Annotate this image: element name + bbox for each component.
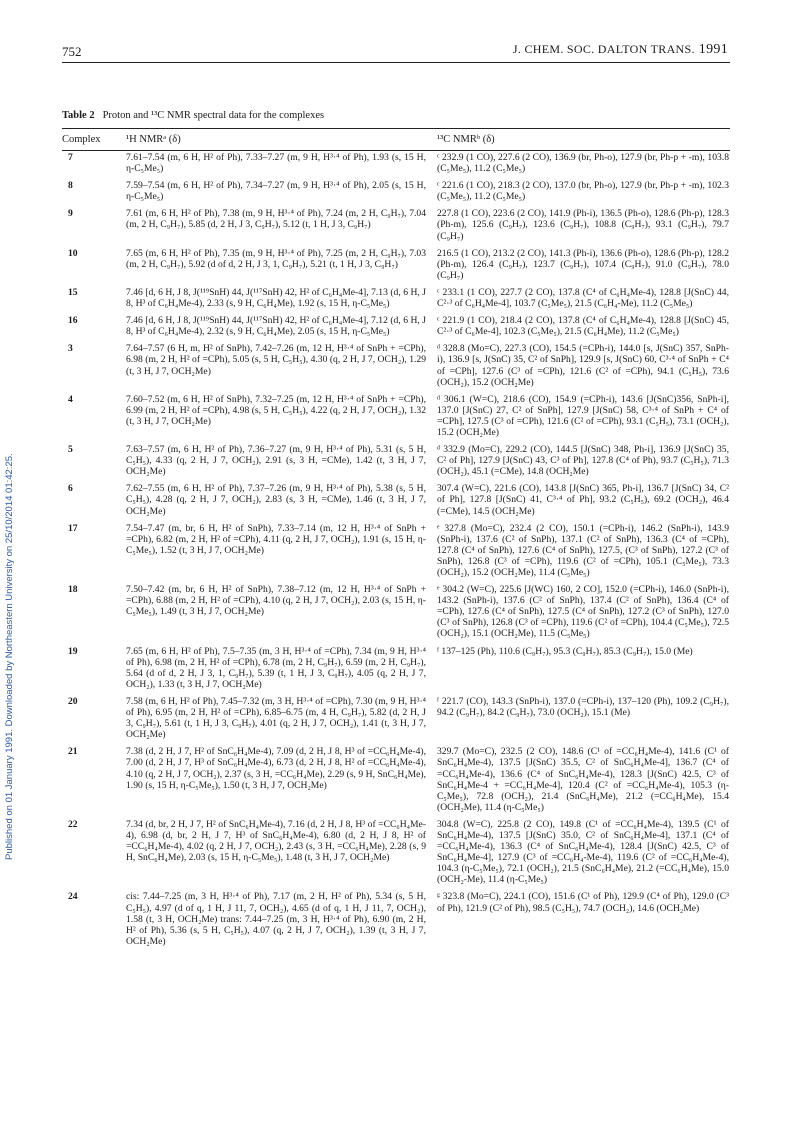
h-nmr-data: 7.60–7.52 (m, 6 H, H² of SnPh), 7.32–7.25 (m, 12 H, H³·⁴ of SnPh + =CPh), 6.99 (m, 2 H, H² of =CPh), 4.98 (s, 5 H, C₅H₅), 4.22 (q, 2 H, J 7, OCH₂), 1.32 (t, 3 H, J 7, OCH₂Me) bbox=[126, 393, 426, 427]
c-nmr-data: 329.7 (Mo=C), 232.5 (2 CO), 148.6 (C¹ of =CC₆H₄Me-4), 141.6 (C¹ of SnC₆H₄Me-4), 137.5 [J(SnC) 35.5, C² of SnC₆H₄Me-4], 136.7 (C⁴ of =CC₆H₄Me-4), 136.6 (C⁴ of SnC₆H₄Me-4), 128.3 [J(SnC) 42.5, C³ of SnC₆H₄Me-4 + =CC₆H₄Me-4], 120.4 (C² of =CC₆H₄Me-4), 105.3 (η-C₅Me₅), 72.8 (OCH₂), 21.4 (SnC₆H₄Me), 21.2 (=CC₆H₄Me), 15.4 (OCH₂Me), 11.4 (η-C₅Me₅) bbox=[437, 746, 729, 813]
c-nmr-data: ᶜ 221.6 (1 CO), 218.3 (2 CO), 137.0 (br, Ph-o), 127.9 (br, Ph-p + -m), 102.3 (C₅Me₅), 11.2 (C₅Me₅) bbox=[437, 180, 729, 203]
table-row bbox=[62, 248, 730, 287]
h-nmr-data: 7.34 (d, br, 2 H, J 7, H² of SnC₆H₄Me-4), 7.16 (d, 2 H, J 8, H³ of =CC₆H₄Me-4), 6.98 (d, br, 2 H, J 7, H³ of SnC₆H₄Me-4), 6.80 (d, 2 H, J 8, H² of =CC₆H₄Me-4), 4.02 (q, 2 H, J 7, OCH₂), 2.43 (s, 3 H, =CC₆H₄Me), 2.28 (s, 9 H, SnC₆H₄Me), 2.03 (s, 15 H, η-C₅Me₅), 1.48 (t, 3 H, J 7, OCH₂Me) bbox=[126, 818, 426, 864]
table-row bbox=[62, 746, 730, 819]
c-nmr-data: ᵈ 306.1 (W=C), 218.6 (CO), 154.9 (=CPh-i), 143.6 [J(SnC)356, SnPh-i], 137.0 [J(SnC) 27, C² of SnPh], 127.9 [J(SnC) 58, C³·⁴ of SnPh + C⁴ of =CPh], 127.5 (C³ of =CPh), 121.6 (C² of =CPh), 93.1 (C₅H₅), 73.1 (OCH₂), 15.2 (OCH₂Me) bbox=[437, 393, 729, 438]
h-nmr-data: 7.46 [d, 6 H, J 8, J(¹¹⁹SnH) 44, J(¹¹⁷SnH) 42, H² of C₆H₄Me-4], 7.12 (d, 6 H, J 8, H³ of C₆H₄Me-4), 2.32 (s, 9 H, C₆H₄Me), 2.05 (s, 15 H, η-C₅Me₅) bbox=[126, 315, 426, 338]
complex-number: 24 bbox=[68, 891, 78, 903]
table-row bbox=[62, 287, 730, 315]
table-row bbox=[62, 819, 730, 892]
h-nmr-data: 7.64–7.57 (6 H, m, H² of SnPh), 7.42–7.26 (m, 12 H, H³·⁴ of SnPh + =CPh), 6.98 (m, 2 H, H² of =CPh), 5.05 (s, 5 H, C₅H₅), 4.30 (q, 2 H, J 7, OCH₂), 1.29 (t, 3 H, J 7, OCH₂Me) bbox=[126, 343, 426, 377]
journal-name: J. CHEM. SOC. DALTON TRANS. bbox=[512, 42, 695, 56]
h-nmr-data: 7.54–7.47 (m, br, 6 H, H² of SnPh), 7.33–7.14 (m, 12 H, H³·⁴ of SnPh + =CPh), 6.82 (m, 2 H, H² of =CPh), 4.11 (q, 2 H, J 7, OCH₂), 1.91 (s, 15 H, η-C₅Me₅), 1.52 (t, 3 H, J 7, OCH₂Me) bbox=[126, 522, 426, 556]
c-nmr-data: 227.8 (1 CO), 223.6 (2 CO), 141.9 (Ph-i), 136.5 (Ph-o), 128.6 (Ph-p), 128.3 (Ph-m), 125.6 (C₉H₇), 123.6 (C₉H₇), 108.8 (C₉H₇), 93.1 (C₉H₇), 79.7 (C₉H₇) bbox=[437, 208, 729, 242]
table-row bbox=[62, 523, 730, 584]
table-title bbox=[62, 110, 324, 121]
c-nmr-data: ᶠ 137–125 (Ph), 110.6 (C₉H₇), 95.3 (C₉H₇), 85.3 (C₉H₇), 15.0 (Me) bbox=[437, 645, 693, 657]
complex-number: 5 bbox=[68, 444, 73, 456]
h-nmr-data: 7.63–7.57 (m, 6 H, H² of Ph), 7.36–7.27 (m, 9 H, H³·⁴ of Ph), 5.31 (s, 5 H, C₅H₅), 4.33 (q, 2 H, J 7, OCH₂), 2.91 (s, 3 H, =CMe), 1.42 (t, 3 H, J 7, OCH₂Me) bbox=[126, 444, 426, 478]
complex-number: 15 bbox=[68, 286, 78, 298]
c-nmr-data: 307.4 (W=C), 221.6 (CO), 143.8 [J(SnC) 365, Ph-i], 136.7 [J(SnC) 34, C² of Ph], 127.8 [J(SnC) 41, C³·⁴ of Ph], 93.2 (C₅H₅), 69.2 (OCH₂), 46.4 (=CMe), 14.5 (OCH₂Me) bbox=[437, 483, 729, 517]
complex-number: 10 bbox=[68, 247, 78, 259]
table-row bbox=[62, 208, 730, 247]
journal-year: 1991 bbox=[698, 42, 728, 57]
h-nmr-data: 7.65 (m, 6 H, H² of Ph), 7.5–7.35 (m, 3 H, H³·⁴ of =CPh), 7.34 (m, 9 H, H³·⁴ of Ph), 6.98 (m, 2 H, H² of =CPh), 6.78 (m, 2 H, C₉H₇), 6.59 (m, 2 H, C₉H₇), 5.64 (d of d, 2 H, J 3, 1, C₉H₇), 5.39 (t, 1 H, J 3, C₉H₇), 4.05 (q, 2 H, J 7, OCH₂), 1.33 (t, 3 H, J 7, OCH₂Me) bbox=[126, 645, 426, 690]
complex-number: 3 bbox=[68, 343, 73, 355]
table-row bbox=[62, 696, 730, 746]
h-nmr-data: 7.65 (m, 6 H, H² of Ph), 7.35 (m, 9 H, H³·⁴ of Ph), 7.25 (m, 2 H, C₉H₇), 7.03 (m, 2 H, C₉H₇), 5.92 (d of d, 2 H, J 3, 1, C₉H₇), 5.21 (t, 1 H, J 3, C₉H₇) bbox=[126, 247, 426, 270]
h-nmr-data: 7.61–7.54 (m, 6 H, H² of Ph), 7.33–7.27 (m, 9 H, H³·⁴ of Ph), 1.93 (s, 15 H, η-C₅Me₅) bbox=[126, 152, 426, 175]
complex-number: 22 bbox=[68, 818, 78, 830]
c-nmr-data: ᶜ 221.9 (1 CO), 218.4 (2 CO), 137.8 (C⁴ of C₆H₄Me-4), 128.8 [J(SnC) 45, C²·³ of C₆Me-4], 102.3 (C₅Me₅), 21.5 (C₆H₄Me), 11.2 (C₅Me₅) bbox=[437, 315, 729, 338]
complex-number: 8 bbox=[68, 180, 73, 192]
c-nmr-data: ᶜ 233.1 (1 CO), 227.7 (2 CO), 137.8 (C⁴ of C₆H₄Me-4), 128.8 [J(SnC) 44, C²·³ of C₆H₄Me-4], 103.7 (C₅Me₅), 21.5 (C₆H₄-Me), 11.2 (C₅Me₅) bbox=[437, 286, 729, 310]
c-nmr-data: ᵉ 327.8 (Mo=C), 232.4 (2 CO), 150.1 (=CPh-i), 146.2 (SnPh-i), 143.9 (SnPh-i), 137.6 (C² of SnPh), 137.1 (C² of SnPh), 136.3 (C⁴ of =CPh), 127.8 (C⁴ of SnPh), 127.6 (C⁴ of SnPh), 127.5, (C³ of SnPh), 127.2 (C³ of SnPh), 126.8 (C³ of =CPh), 119.6 (C² of =CPh), 105.1 (C₅Me₅), 73.3 (OCH₂), 15.2 (OCH₂Me), 11.4 (C₅Me₅) bbox=[437, 522, 729, 578]
table-row bbox=[62, 584, 730, 645]
table-row bbox=[62, 646, 730, 696]
table-row bbox=[62, 891, 730, 952]
column-header-1h-nmr: ¹H NMRᵃ (δ) bbox=[126, 134, 181, 145]
complex-number: 18 bbox=[68, 584, 78, 596]
complex-number: 19 bbox=[68, 645, 78, 657]
table-top-rule bbox=[62, 128, 730, 129]
complex-number: 17 bbox=[68, 522, 78, 534]
table-head-rule bbox=[62, 150, 730, 151]
table-column-headers bbox=[62, 134, 730, 150]
table-row bbox=[62, 152, 730, 180]
h-nmr-data: cis: 7.44–7.25 (m, 3 H, H³·⁴ of Ph), 7.17 (m, 2 H, H² of Ph), 5.34 (s, 5 H, C₅H₅), 4.97 (d of q, 1 H, J 11, 7, OCH₂), 4.65 (d of q, 1 H, J 11, 7, OCH₂), 1.58 (t, 3 H, OCH₂Me) trans: 7.44–7.25 (m, 3 H, H³·⁴ of Ph), 6.90 (m, 2 H, H² of Ph), 5.36 (s, 5 H, C₅H₅), 4.07 (q, 2 H, J 7, OCH₂), 1.39 (t, 3 H, J 7, OCH₂Me) bbox=[126, 891, 426, 947]
table-row bbox=[62, 315, 730, 343]
complex-number: 9 bbox=[68, 208, 73, 220]
h-nmr-data: 7.50–7.42 (m, br, 6 H, H² of SnPh), 7.38–7.12 (m, 12 H, H³·⁴ of SnPh + =CPh), 6.88 (m, 2 H, H² of =CPh), 4.10 (q, 2 H, J 7, OCH₂), 2.03 (s, 15 H, η-C₅Me₅), 1.49 (t, 3 H, J 7, OCH₂Me) bbox=[126, 584, 426, 618]
table-body bbox=[62, 152, 730, 953]
column-header-13c-nmr: ¹³C NMRᵇ (δ) bbox=[437, 134, 495, 145]
c-nmr-data: ᶜ 232.9 (1 CO), 227.6 (2 CO), 136.9 (br, Ph-o), 127.9 (br, Ph-p + -m), 103.8 (C₅Me₅), 11.2 (C₅Me₅) bbox=[437, 152, 729, 175]
table-caption: Proton and ¹³C NMR spectral data for the complexes bbox=[102, 110, 325, 121]
complex-number: 6 bbox=[68, 483, 73, 495]
h-nmr-data: 7.61 (m, 6 H, H² of Ph), 7.38 (m, 9 H, H³·⁴ of Ph), 7.24 (m, 2 H, C₉H₇), 7.04 (m, 2 H, C₉H₇), 5.85 (d, 2 H, J 3, C₉H₇), 5.12 (t, 1 H, J 3, C₉H₇) bbox=[126, 208, 426, 231]
c-nmr-data: 216.5 (1 CO), 213.2 (2 CO), 141.3 (Ph-i), 136.6 (Ph-o), 128.6 (Ph-p), 128.2 (Ph-m), 126.4 (C₉H₇), 123.7 (C₉H₇), 107.4 (C₉H₇), 91.0 (C₉H₇), 78.0 (C₉H₇) bbox=[437, 247, 729, 281]
table-row bbox=[62, 180, 730, 208]
table-row bbox=[62, 394, 730, 444]
table-label: Table 2 bbox=[62, 110, 95, 121]
complex-number: 4 bbox=[68, 393, 73, 405]
c-nmr-data: ᵍ 323.8 (Mo=C), 224.1 (CO), 151.6 (C¹ of Ph), 129.9 (C⁴ of Ph), 129.0 (C³ of Ph), 121.9 (C² of Ph), 98.5 (C₅H₅), 74.7 (OCH₂), 14.6 (OCH₂Me) bbox=[437, 891, 729, 914]
page-number: 752 bbox=[62, 44, 82, 59]
table-row bbox=[62, 483, 730, 522]
table-row bbox=[62, 444, 730, 483]
h-nmr-data: 7.46 [d, 6 H, J 8, J(¹¹⁹SnH) 44, J(¹¹⁷SnH) 42, H² of C₆H₄Me-4], 7.13 (d, 6 H, J 8, H³ of C₆H₄Me-4), 2.33 (s, 9 H, C₆H₄Me), 1.92 (s, 15 H, η-C₅Me₅) bbox=[126, 286, 426, 310]
complex-number: 20 bbox=[68, 695, 78, 707]
c-nmr-data: ᵈ 332.9 (Mo=C), 229.2 (CO), 144.5 [J(SnC) 348, Ph-i], 136.9 [J(SnC) 35, C² of Ph], 127.9 [J(SnC) 43, C³ of Ph], 127.8 (C⁴ of Ph), 93.7 (C₅H₅), 71.3 (OCH₂), 45.1 (=CMe), 14.8 (OCH₂Me) bbox=[437, 444, 729, 478]
column-header-complex: Complex bbox=[62, 134, 101, 145]
c-nmr-data: ᶠ 221.7 (CO), 143.3 (SnPh-i), 137.0 (=CPh-i), 137–120 (Ph), 109.2 (C₉H₇), 94.2 (C₉H₇), 84.2 (C₉H₇), 73.0 (OCH₂), 15.1 (Me) bbox=[437, 695, 729, 719]
complex-number: 21 bbox=[68, 746, 78, 758]
h-nmr-data: 7.59–7.54 (m, 6 H, H² of Ph), 7.34–7.27 (m, 9 H, H³·⁴ of Ph), 2.05 (s, 15 H, η-C₅Me₅) bbox=[126, 180, 426, 203]
c-nmr-data: ᵉ 304.2 (W=C), 225.6 [J(WC) 160, 2 CO], 152.0 (=CPh-i), 146.0 (SnPh-i), 143.2 (SnPh-i), 137.6 (C² of SnPh), 137.4 (C² of SnPh), 136.4 (C⁴ of =CPh), 127.6 (C⁴ of SnPh), 127.5 (C⁴ of SnPh), 127.2 (C³ of SnPh), 127.0 (C³ of SnPh), 126.8 (C³ of =CPh), 119.6 (C² of =CPh), 104.4 (C₅Me₅), 72.5 (OCH₂), 15.1 (OCH₂Me), 11.5 (C₅Me₅) bbox=[437, 584, 729, 640]
h-nmr-data: 7.58 (m, 6 H, H² of Ph), 7.45–7.32 (m, 3 H, H³·⁴ of =CPh), 7.30 (m, 9 H, H³·⁴ of Ph), 6.95 (m, 2 H, H² of =CPh), 6.85–6.75 (m, 4 H, C₉H₇), 5.82 (d, 2 H, J 3, C₉H₇), 5.61 (t, 1 H, J 3, C₉H₇), 4.01 (q, 2 H, J 7, OCH₂), 1.41 (t, 3 H, J 7, OCH₂Me) bbox=[126, 695, 426, 741]
table-row bbox=[62, 343, 730, 393]
header-rule bbox=[62, 62, 730, 63]
h-nmr-data: 7.38 (d, 2 H, J 7, H² of SnC₆H₄Me-4), 7.09 (d, 2 H, J 8, H³ of =CC₆H₄Me-4), 7.00 (d, 2 H, J 7, H³ of SnC₆H₄Me-4), 6.73 (d, 2 H, J 8, H² of =CC₆H₄Me-4), 4.10 (q, 2 H, J 7, OCH₂), 2.37 (s, 3 H, =CC₆H₄Me), 2.29 (s, 9 H, SnC₆H₄Me), 1.90 (s, 15 H, η-C₅Me₅), 1.50 (t, 3 H, J 7, OCH₂Me) bbox=[126, 746, 426, 791]
journal-header bbox=[513, 42, 728, 58]
c-nmr-data: 304.8 (W=C), 225.8 (2 CO), 149.8 (C¹ of =CC₆H₄Me-4), 139.5 (C¹ of SnC₆H₄Me-4), 137.5 [J(SnC) 35.0, C² of SnC₆H₄Me-4], 137.1 (C⁴ of =CC₆H₄Me-4), 136.3 (C⁴ of SnC₆H₄Me-4), 128.4 [J(SnC) 42.5, C³ of SnC₆H₄Me-4], 127.9 (C³ of =CC₆H₄-Me-4), 119.6 (C² of =CC₆H₄Me-4), 104.3 (η-C₅Me₅), 72.1 (OCH₂), 21.5 (SnC₆H₄Me), 21.2 (=CC₆H₄Me), 15.0 (OCH₂-Me), 11.4 (η-C₅Me₅) bbox=[437, 818, 729, 886]
download-watermark[interactable]: Published on 01 January 1991. Downloaded by Northeastern University on 25/10/2014 01:42:25. bbox=[4, 453, 15, 860]
c-nmr-data: ᵈ 328.8 (Mo=C), 227.3 (CO), 154.5 (=CPh-i), 144.0 [s, J(SnC) 357, SnPh-i), 136.9 [s, J(SnC) 35, C² of SnPh], 129.9 [s, J(SnC) 60, C³·⁴ of SnPh + C⁴ of =CPh], 127.6 (C³ of =CPh), 121.6 (C² of =CPh), 94.1 (C₅H₅), 73.6 (OCH₂), 15.2 (OCH₂Me) bbox=[437, 343, 729, 388]
complex-number: 16 bbox=[68, 315, 78, 327]
h-nmr-data: 7.62–7.55 (m, 6 H, H² of Ph), 7.37–7.26 (m, 9 H, H³·⁴ of Ph), 5.38 (s, 5 H, C₅H₅), 4.28 (q, 2 H, J 7, OCH₂), 2.83 (s, 3 H, =CMe), 1.46 (t, 3 H, J 7, OCH₂Me) bbox=[126, 483, 426, 517]
complex-number: 7 bbox=[68, 152, 73, 163]
